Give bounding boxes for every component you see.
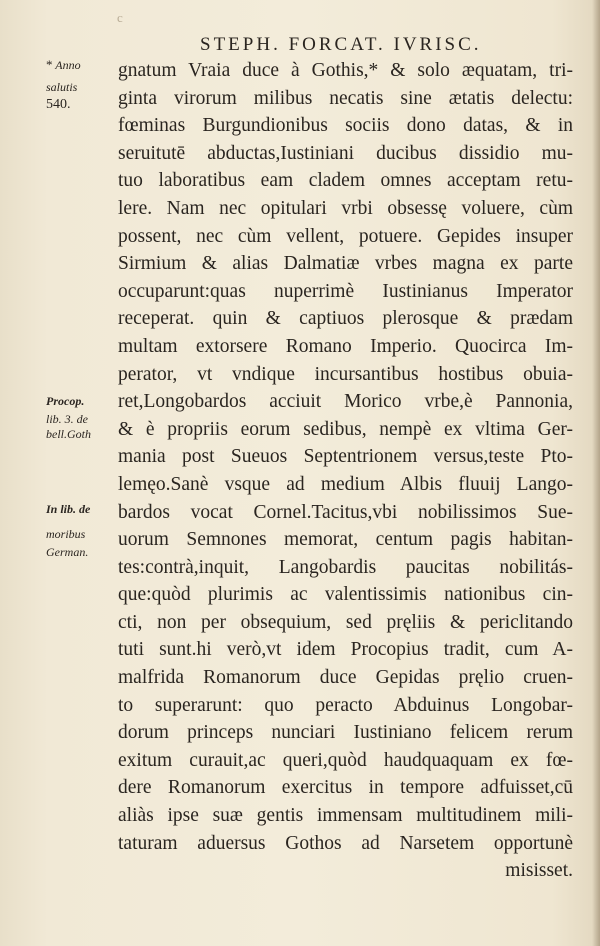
text-line: possent, nec cùm vellent, potuere. Gepides insuper: [118, 225, 573, 247]
text-line: dorum princeps nunciari Iustiniano felicem rerum: [118, 722, 573, 744]
text-line: malfrida Romanorum duce Gepidas pręlio cruen-: [118, 667, 573, 689]
margin-note-anno: [46, 58, 81, 72]
text-line: multam extorsere Romano Imperio. Quocirca Im-: [118, 335, 573, 357]
text-line: exitum curauit,ac queri,quòd haudquaquam ex fœ-: [118, 749, 573, 771]
running-head: STEPH. FORCAT. IVRISC.: [200, 34, 482, 55]
text-line: receperat. quin & captiuos plerosque & prædam: [118, 308, 573, 330]
text-line: perator, vt vndique incursantibus hostibus obuia-: [118, 363, 573, 385]
page-edge-shadow: [592, 0, 600, 946]
main-text-block: [118, 57, 573, 885]
text-line: gnatum Vraia duce à Gothis,* & solo æquatam, tri-: [118, 60, 573, 81]
text-line: tuti sunt.hi verò,vt idem Procopius tradit, cum A-: [118, 639, 573, 661]
margin-note-procop-3: bell.Goth: [46, 427, 91, 441]
margin-note-tacitus-2: moribus: [46, 527, 86, 541]
header-mark: c: [117, 10, 123, 25]
text-line: tes:contrà,inquit, Langobardis paucitas nobilitás-: [118, 556, 573, 578]
text-line: uorum Semnones memorat, centum pagis habitan-: [118, 529, 573, 551]
margin-note-anno-label: Anno: [55, 58, 81, 72]
margin-note-tacitus-1: In lib. de: [46, 502, 91, 516]
margin-note-anno-star: *: [46, 57, 53, 72]
margin-note-salutis: salutis: [46, 80, 78, 94]
text-line: tuo laboratibus eam cladem omnes acceptam retu-: [118, 170, 573, 192]
text-line: mania post Sueuos Septentrionem versus,teste Pto-: [118, 446, 573, 468]
text-line: to superarunt: quo peracto Abduinus Longobar-: [118, 694, 573, 716]
text-line: lere. Nam nec opitulari vrbi obsessę voluere, cùm: [118, 197, 573, 219]
margin-note-procop-1: Procop.: [46, 394, 85, 408]
margin-note-procop-2: lib. 3. de: [46, 412, 88, 426]
text-line-final: misisset.: [505, 860, 573, 882]
text-line: Sirmium & alias Dalmatiæ vrbes magna ex parte: [118, 253, 573, 275]
text-line: seruitutē abductas,Iustiniani ducibus dissidio mu-: [118, 142, 573, 164]
text-line: & è propriis eorum sedibus, nempè ex vltima Ger-: [118, 418, 573, 440]
text-line: aliàs ipse suæ gentis immensam multitudinem mili-: [118, 805, 573, 827]
text-line: cti, non per obsequium, sed pręliis & periclitando: [118, 611, 573, 633]
text-line: ginta virorum milibus necatis sine ætatis delectu:: [118, 87, 573, 109]
text-line: fœminas Burgundionibus sociis dono datas, & in: [118, 115, 573, 137]
text-line: ret,Longobardos acciuit Morico vrbe,è Pannonia,: [118, 391, 573, 413]
margin-note-tacitus-3: German.: [46, 545, 89, 559]
text-line: que:quòd plurimis ac valentissimis nationibus cin-: [118, 584, 573, 606]
text-line: occuparunt:quas nuperrimè Iustinianus Imperator: [118, 280, 573, 302]
text-line: taturam aduersus Gothos ad Narsetem opportunè: [118, 832, 573, 854]
text-line: bardos vocat Cornel.Tacitus,vbi nobilissimos Sue-: [118, 501, 573, 523]
text-line: lemęo.Sanè vsque ad medium Albis fluuij Lango-: [118, 473, 573, 495]
margin-note-year: 540.: [46, 97, 71, 112]
text-line: dere Romanorum exercitus in tempore adfuisset,cū: [118, 777, 573, 799]
